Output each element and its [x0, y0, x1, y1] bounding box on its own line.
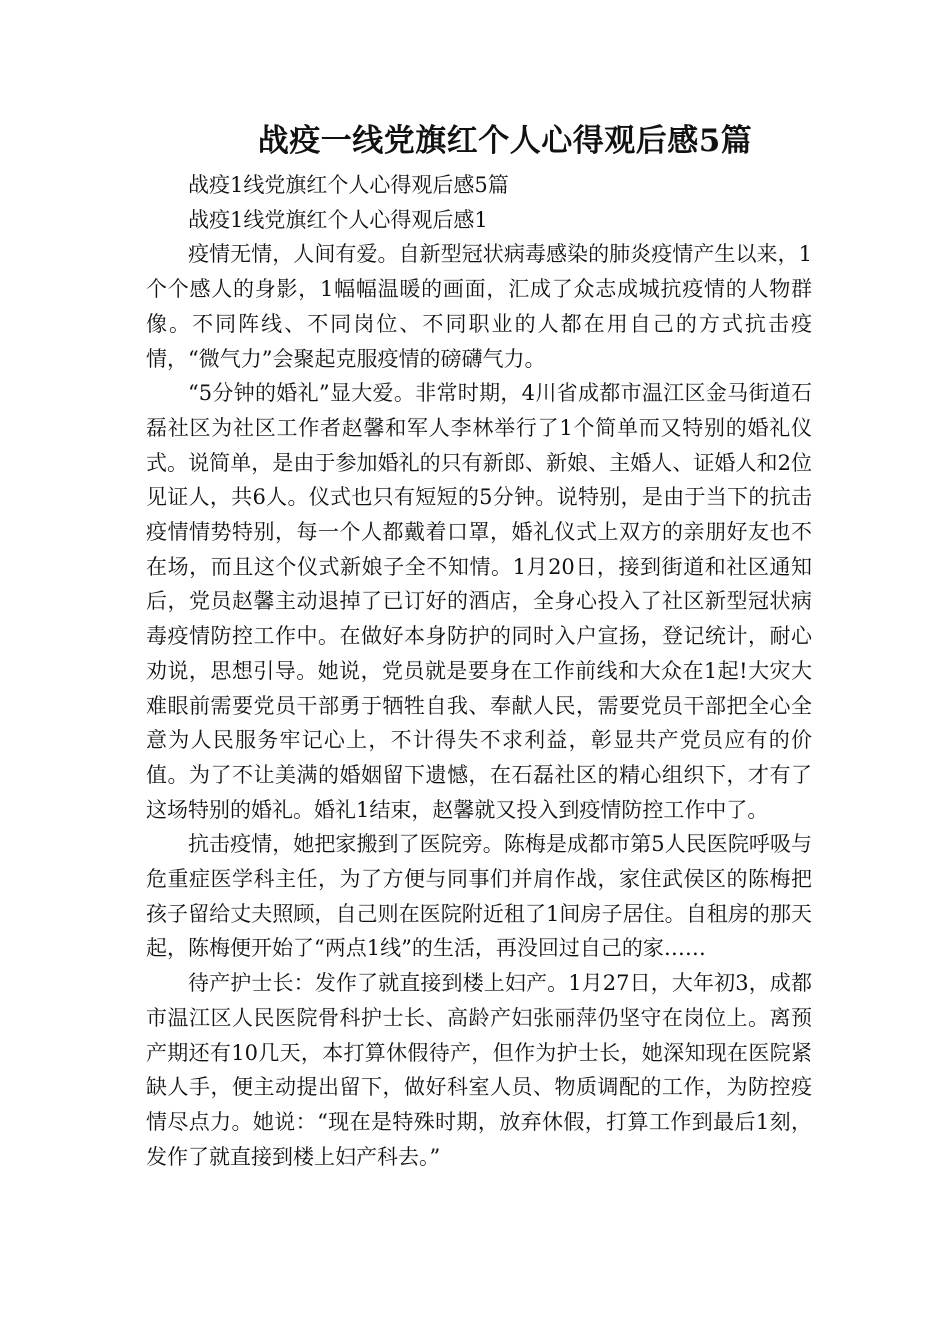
paragraph: “5分钟的婚礼”显大爱。非常时期，4川省成都市温江区金马街道石磊社区为社区工作者赵馨和军人李林举行了1个简单而又特别的婚礼仪式。说简单，是由于参加婚礼的只有新郎、新娘、主婚人、证婚人和2位见证人，共6人。仪式也只有短短的5分钟。说特别，是由于当下的抗击疫情情势特别，每一个人都戴着口罩，婚礼仪式上双方的亲朋好友也不在场，而且这个仪式新娘子全不知情。1月20日，接到街道和社区通知后，党员赵馨主动退掉了已订好的酒店，全身心投入了社区新型冠状病毒疫情防控工作中。在做好本身防护的同时入户宣扬，登记统计，耐心劝说，思想引导。她说，党员就是要身在工作前线和大众在1起!大灾大难眼前需要党员干部勇于牺牲自我、奉献人民，需要党员干部把全心全意为人民服务牢记心上，不计得失不求利益，彰显共产党员应有的价值。为了不让美满的婚姻留下遗憾，在石磊社区的精心组织下，才有了这场特别的婚礼。婚礼1结束，赵馨就又投入到疫情防控工作中了。 — [146, 381, 812, 822]
paragraph: 抗击疫情，她把家搬到了医院旁。陈梅是成都市第5人民医院呼吸与危重症医学科主任，为了方便与同事们并肩作战，家住武侯区的陈梅把孩子留给丈夫照顾，自己则在医院附近租了1间房子居住。自租房的那天起，陈梅便开始了“两点1线”的生活，再没回过自己的家…… — [146, 832, 812, 961]
paragraph: 待产护士长：发作了就直接到楼上妇产。1月27日，大年初3，成都市温江区人民医院骨科护士长、高龄产妇张丽萍仍坚守在岗位上。离预产期还有10几天，本打算休假待产，但作为护士长，她深知现在医院紧缺人手，便主动提出留下，做好科室人员、物质调配的工作，为防控疫情尽点力。她说：“现在是特殊时期，放弃休假，打算工作到最后1刻，发作了就直接到楼上妇产科去。” — [146, 971, 812, 1169]
paragraph: 疫情无情，人间有爱。自新型冠状病毒感染的肺炎疫情产生以来，1个个感人的身影，1幅幅温暖的画面，汇成了众志成城抗疫情的人物群像。不同阵线、不同岗位、不同职业的人都在用自己的方式抗击疫情，“微气力”会聚起克服疫情的磅礴气力。 — [146, 242, 812, 371]
paragraph-section-heading: 战疫1线党旗红个人心得观后感1 — [188, 207, 488, 232]
document-body — [146, 168, 812, 1174]
document-title: 战疫一线党旗红个人心得观后感5篇 — [257, 123, 753, 159]
paragraph-subtitle: 战疫1线党旗红个人心得观后感5篇 — [188, 173, 509, 197]
